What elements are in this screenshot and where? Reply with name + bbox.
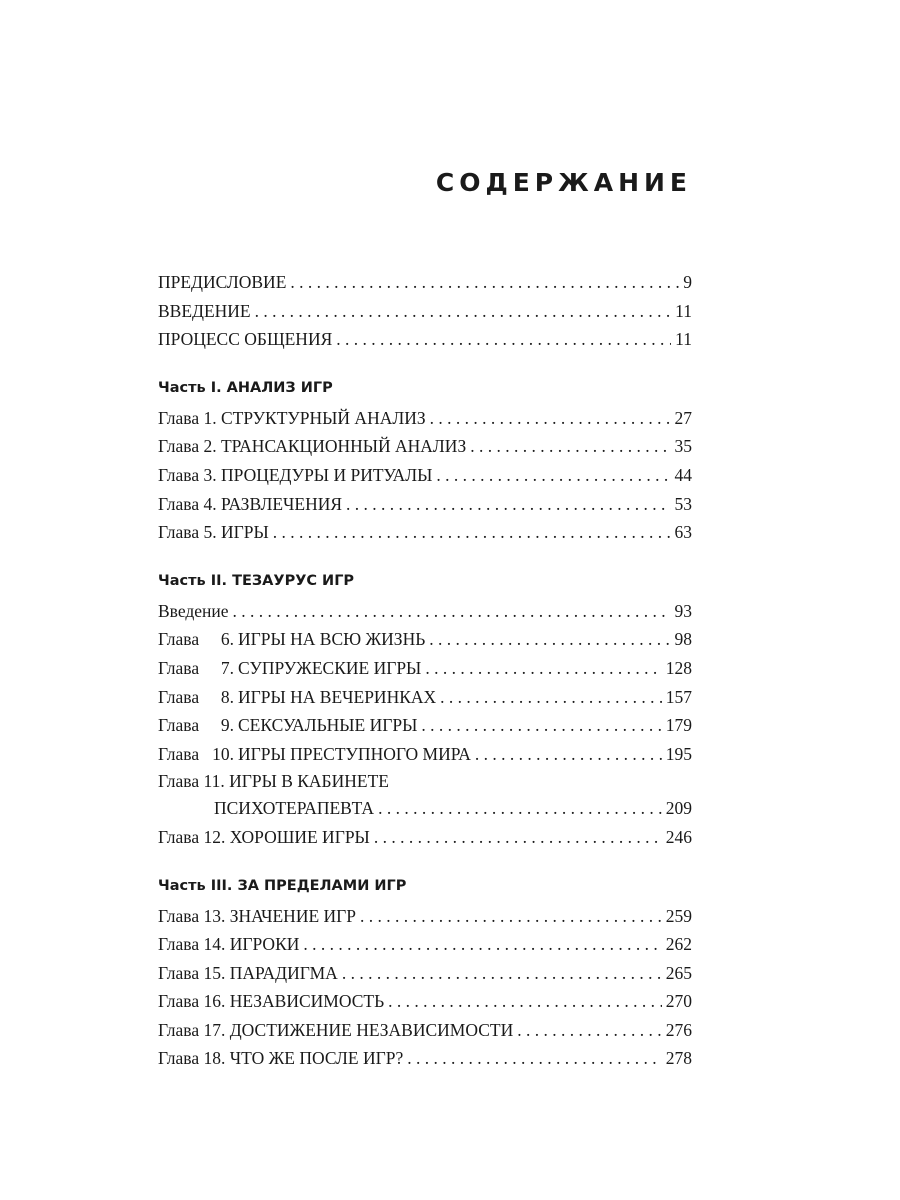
dot-leader	[407, 1044, 662, 1073]
dot-leader	[378, 794, 662, 823]
page-title: СОДЕРЖАНИЕ	[435, 168, 692, 197]
toc-entry-label: ЗНАЧЕНИЕ ИГР	[229, 905, 357, 926]
toc-page	[158, 0, 692, 1200]
toc-entry-label: Введение	[158, 600, 229, 621]
dot-leader	[425, 654, 661, 683]
chapter-prefix: Глава	[158, 715, 200, 736]
toc-entry-label: ИГРОКИ	[229, 934, 300, 955]
toc-page-number: 35	[674, 436, 692, 457]
dot-leader	[336, 325, 671, 354]
dot-leader	[233, 597, 671, 626]
chapter-number: 7.	[220, 657, 234, 678]
toc-entry-chapter-3[interactable]	[158, 461, 692, 490]
toc-page-number: 9	[683, 272, 692, 292]
toc-entry-chapter-4[interactable]	[158, 490, 692, 519]
chapter-prefix: Глава 13.	[158, 905, 226, 926]
toc-entry-chapter-9[interactable]	[158, 711, 692, 740]
toc-entry-chapter-13[interactable]	[158, 902, 692, 931]
toc-entry-chapter-11-continued[interactable]	[158, 794, 692, 823]
toc-entry-label: РАЗВЛЕЧЕНИЯ	[220, 493, 343, 514]
toc-entry-chapter-18[interactable]	[158, 1044, 692, 1073]
toc-page-number: 44	[674, 464, 692, 485]
chapter-number: 9.	[220, 715, 234, 736]
toc-entry-chapter-5[interactable]	[158, 518, 692, 547]
toc-entry-label: ИГРЫ НА ВСЮ ЖИЗНЬ	[238, 629, 426, 650]
dot-leader	[421, 711, 661, 740]
toc-page-number: 262	[665, 934, 692, 955]
dot-leader	[290, 268, 679, 297]
chapter-number: 6.	[220, 629, 234, 650]
toc-entry-label: ПРОЦЕДУРЫ И РИТУАЛЫ	[220, 464, 433, 485]
toc-page-number: 98	[674, 629, 692, 650]
dot-leader	[374, 823, 662, 852]
toc-entry-chapter-10[interactable]	[158, 740, 692, 769]
toc-page-number: 11	[675, 300, 692, 321]
toc-entry-chapter-7[interactable]	[158, 654, 692, 683]
toc-entry-label: ПАРАДИГМА	[229, 962, 338, 983]
toc-page-number: 276	[665, 1019, 692, 1040]
toc-entry-label: ДОСТИЖЕНИЕ НЕЗАВИСИМОСТИ	[229, 1019, 514, 1040]
toc-entry-chapter-11[interactable]	[158, 768, 692, 794]
toc-entry-chapter-12[interactable]	[158, 823, 692, 852]
chapter-prefix: Глава 3.	[158, 464, 217, 485]
chapter-prefix: Глава	[158, 629, 200, 650]
dot-leader	[388, 987, 662, 1016]
toc-page-number: 157	[665, 686, 692, 707]
dot-leader	[440, 683, 662, 712]
toc-entry-chapter-1[interactable]	[158, 404, 692, 433]
toc-entry-label: ИГРЫ В КАБИНЕТЕ	[229, 771, 389, 792]
dot-leader	[517, 1016, 662, 1045]
part-heading-3: Часть III. ЗА ПРЕДЕЛАМИ ИГР	[158, 877, 407, 894]
toc-entry-label: ХОРОШИЕ ИГРЫ	[229, 826, 370, 847]
toc-page-number: 128	[665, 657, 692, 678]
toc-entry-chapter-15[interactable]	[158, 959, 692, 988]
dot-leader	[303, 930, 661, 959]
toc-page-number: 270	[665, 991, 692, 1012]
dot-leader	[346, 490, 670, 519]
chapter-prefix: Глава 18.	[158, 1048, 226, 1069]
toc-entry-chapter-8[interactable]	[158, 683, 692, 712]
toc-page-number: 63	[674, 522, 692, 543]
toc-page-number: 195	[665, 743, 692, 764]
part-heading-1: Часть I. АНАЛИЗ ИГР	[158, 379, 333, 396]
dot-leader	[475, 740, 662, 769]
toc-entry-label: ВВЕДЕНИЕ	[158, 300, 251, 321]
dot-leader	[430, 404, 671, 433]
toc-page-number: 11	[675, 329, 692, 350]
dot-leader	[429, 625, 670, 654]
toc-entry-label: ИГРЫ ПРЕСТУПНОГО МИРА	[238, 743, 471, 764]
toc-entry-communication[interactable]	[158, 325, 692, 354]
chapter-prefix: Глава 17.	[158, 1019, 226, 1040]
toc-entry-label: ПРОЦЕСС ОБЩЕНИЯ	[158, 329, 333, 350]
toc-entry-label: СЕКСУАЛЬНЫЕ ИГРЫ	[238, 715, 418, 736]
toc-page-number: 209	[665, 798, 692, 819]
toc-entry-chapter-2[interactable]	[158, 432, 692, 461]
dot-leader	[436, 461, 670, 490]
toc-entry-chapter-16[interactable]	[158, 987, 692, 1016]
toc-entry-label: СТРУКТУРНЫЙ АНАЛИЗ	[220, 407, 426, 428]
chapter-prefix: Глава 14.	[158, 934, 226, 955]
toc-page-number: 53	[674, 493, 692, 514]
chapter-prefix: Глава	[158, 657, 200, 678]
chapter-prefix: Глава	[158, 686, 200, 707]
chapter-prefix: Глава 12.	[158, 826, 226, 847]
chapter-prefix: Глава 11.	[158, 771, 225, 792]
part-heading-2: Часть II. ТЕЗАУРУС ИГР	[158, 572, 355, 589]
toc-entry-label: ИГРЫ НА ВЕЧЕРИНКАХ	[238, 686, 437, 707]
toc-entry-label: ЧТО ЖЕ ПОСЛЕ ИГР?	[229, 1048, 404, 1069]
toc-entry-label-continued: ПСИХОТЕРАПЕВТА	[214, 798, 375, 819]
toc-entry-label: НЕЗАВИСИМОСТЬ	[229, 991, 385, 1012]
dot-leader	[360, 902, 662, 931]
toc-page-number: 179	[665, 715, 692, 736]
chapter-prefix: Глава 1.	[158, 407, 217, 428]
chapter-number: 10.	[212, 743, 234, 764]
toc-entry-chapter-14[interactable]	[158, 930, 692, 959]
chapter-prefix: Глава 4.	[158, 493, 217, 514]
toc-entry-part2-intro[interactable]	[158, 597, 692, 626]
toc-entry-chapter-17[interactable]	[158, 1016, 692, 1045]
toc-entry-label: ПРЕДИСЛОВИЕ	[158, 272, 287, 292]
chapter-prefix: Глава 2.	[158, 436, 217, 457]
chapter-number: 8.	[220, 686, 234, 707]
toc-entry-introduction[interactable]	[158, 297, 692, 326]
toc-page-number: 259	[665, 905, 692, 926]
toc-page-number: 265	[665, 962, 692, 983]
chapter-prefix: Глава	[158, 743, 200, 764]
toc-entry-label: ТРАНСАКЦИОННЫЙ АНАЛИЗ	[220, 436, 467, 457]
toc-page-number: 246	[665, 826, 692, 847]
chapter-prefix: Глава 5.	[158, 522, 217, 543]
dot-leader	[342, 959, 662, 988]
table-of-contents	[158, 268, 692, 1073]
toc-entry-preface[interactable]	[158, 268, 692, 297]
chapter-prefix: Глава 16.	[158, 991, 226, 1012]
toc-page-number: 93	[674, 600, 692, 621]
dot-leader	[470, 432, 670, 461]
toc-page-number: 278	[665, 1048, 692, 1069]
toc-entry-label: ИГРЫ	[220, 522, 269, 543]
toc-page-number: 27	[674, 407, 692, 428]
toc-entry-chapter-6[interactable]	[158, 625, 692, 654]
dot-leader	[273, 518, 671, 547]
dot-leader	[255, 297, 672, 326]
chapter-prefix: Глава 15.	[158, 962, 226, 983]
toc-entry-label: СУПРУЖЕСКИЕ ИГРЫ	[238, 657, 422, 678]
